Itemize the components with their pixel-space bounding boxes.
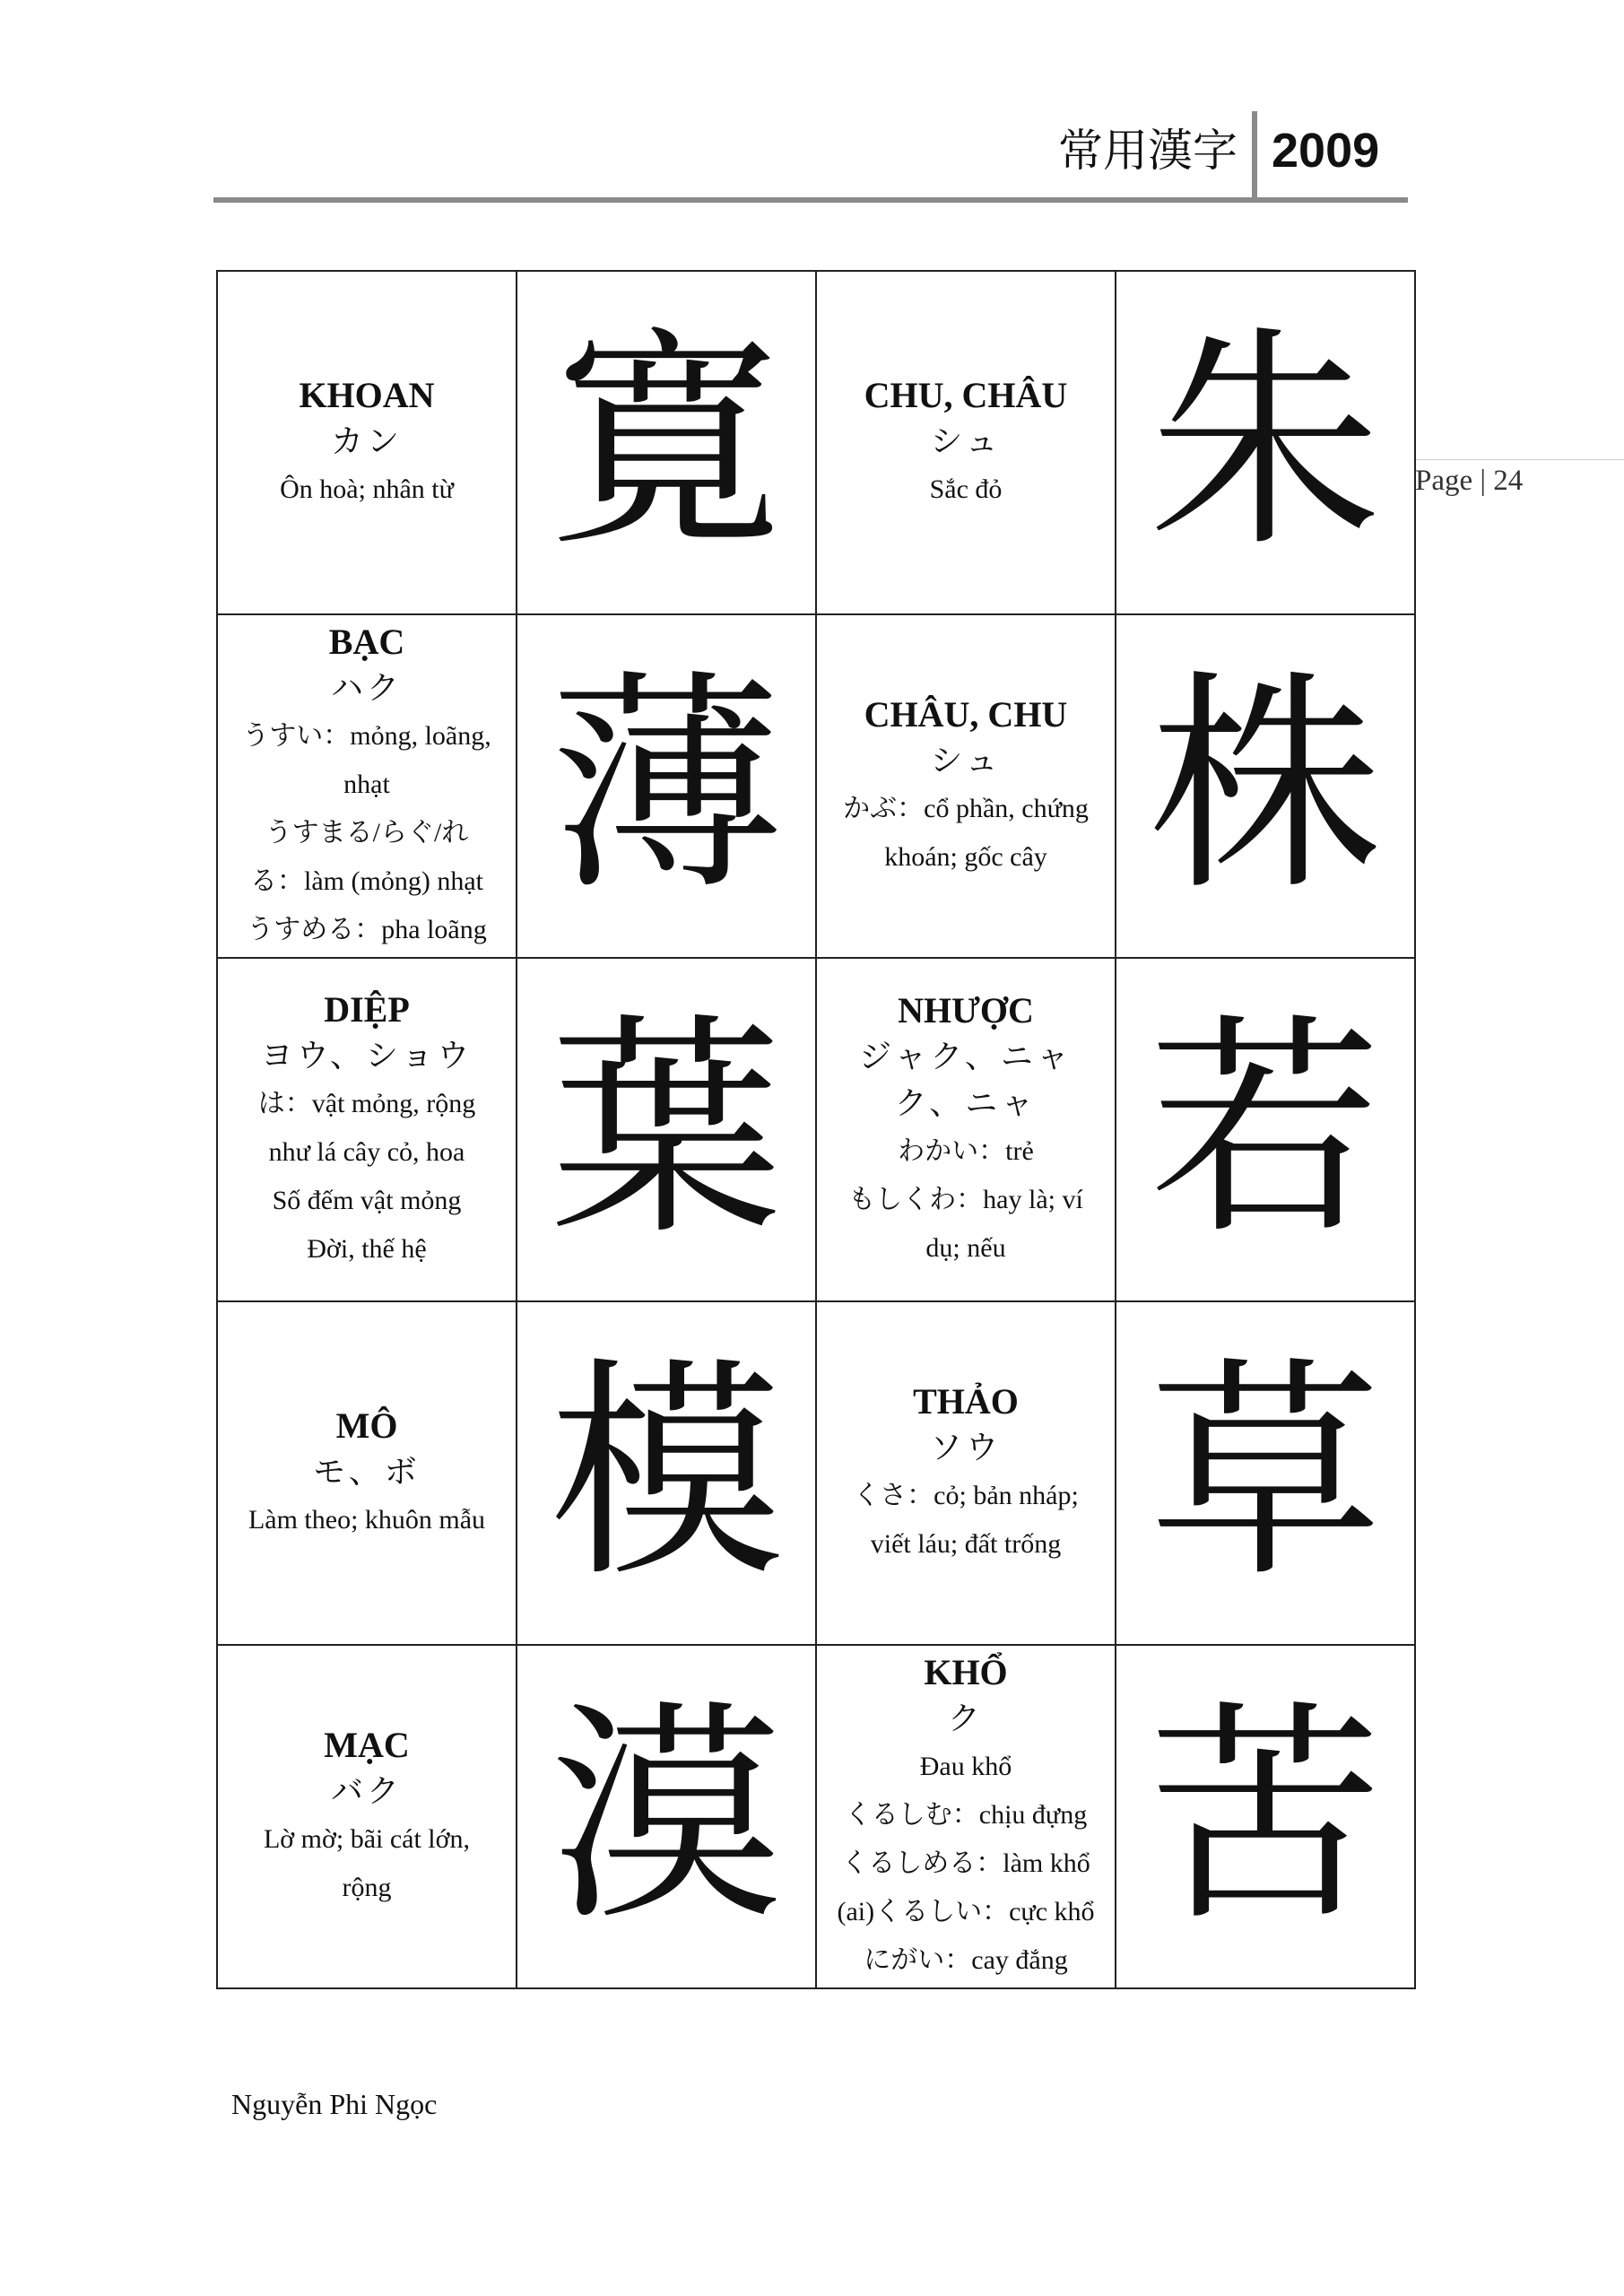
meaning-line: như lá cây cỏ, hoa (268, 1136, 465, 1167)
meaning-line: もしくわ：hay là; ví (848, 1184, 1083, 1214)
onyomi-reading: ヨウ、ショウ (260, 1037, 473, 1074)
header-separator (1252, 111, 1257, 201)
meaning-line: Lờ mờ; bãi cát lớn, (263, 1823, 471, 1854)
meaning-line: うすまる/らぐ/れ (265, 817, 469, 848)
meaning-cell (217, 958, 517, 1301)
table-row (217, 614, 1415, 958)
kanji-cell (1116, 1645, 1415, 1988)
meaning-cell (217, 1645, 517, 1988)
table-row (217, 271, 1415, 614)
meaning-cell (816, 1301, 1116, 1645)
table-row (217, 958, 1415, 1301)
kanji-cell (1116, 958, 1415, 1301)
sino-vietnamese-reading: KHỔ (924, 1651, 1008, 1692)
sino-vietnamese-reading: MÔ (335, 1405, 398, 1446)
meaning-line: Làm theo; khuôn mẫu (248, 1504, 486, 1535)
sino-vietnamese-reading: DIỆP (324, 988, 410, 1030)
meaning-line: viết láu; đất trống (870, 1528, 1062, 1559)
onyomi-reading: ク (947, 1700, 984, 1737)
kanji-character: 草 (1149, 1337, 1382, 1609)
kanji-cell (517, 1301, 816, 1645)
kanji-character: 葉 (550, 994, 783, 1265)
meaning-line: うすい：mỏng, loãng, (242, 720, 491, 751)
kanji-character: 模 (550, 1337, 783, 1609)
meaning-cell (816, 271, 1116, 614)
onyomi-reading: ソウ (929, 1429, 1002, 1466)
sino-vietnamese-reading: MẠC (324, 1724, 410, 1765)
meaning-cell (217, 1301, 517, 1645)
onyomi-reading: ジャク、ニャク、ニャ (859, 1038, 1073, 1122)
kanji-cell (517, 271, 816, 614)
meaning-line: くるしめる：làm khổ (841, 1848, 1090, 1878)
kanji-character: 漠 (550, 1681, 783, 1952)
meaning-cell (816, 1645, 1116, 1988)
meaning-cell (217, 271, 517, 614)
meaning-line: る：làm (mỏng) nhạt (250, 865, 483, 896)
meaning-cell (816, 614, 1116, 958)
meaning-line: かぶ：cổ phần, chứng (843, 793, 1089, 823)
kanji-cell (517, 1645, 816, 1988)
table-row (217, 1301, 1415, 1645)
meaning-line: Đời, thế hệ (307, 1233, 427, 1264)
onyomi-reading: カン (330, 422, 403, 460)
meaning-line: にがい：cay đắng (864, 1944, 1068, 1975)
page-number-rule (1415, 459, 1624, 460)
meaning-cell (816, 958, 1116, 1301)
header-rule (213, 197, 1408, 203)
kanji-cell (517, 614, 816, 958)
sino-vietnamese-reading: CHÂU, CHU (864, 693, 1068, 735)
kanji-cell (1116, 614, 1415, 958)
sino-vietnamese-reading: NHƯỢC (898, 989, 1034, 1031)
meaning-line: Sắc đỏ (929, 474, 1003, 504)
meaning-line: (ai)くるしい：cực khổ (837, 1896, 1095, 1926)
kanji-table-body (217, 271, 1415, 1988)
kanji-character: 寛 (550, 307, 783, 578)
meaning-line: nhạt (343, 769, 390, 799)
kanji-character: 苦 (1149, 1681, 1382, 1952)
kanji-character: 薄 (550, 650, 783, 922)
header-year: 2009 (1272, 124, 1380, 178)
onyomi-reading: バク (330, 1772, 403, 1810)
meaning-line: dụ; nếu (925, 1232, 1006, 1263)
meaning-line: くるしむ：chịu đựng (844, 1799, 1088, 1830)
kanji-table (216, 270, 1416, 1989)
meaning-line: khoán; gốc cây (884, 841, 1047, 872)
onyomi-reading: シュ (930, 742, 1002, 779)
kanji-character: 株 (1149, 650, 1382, 922)
meaning-line: Số đếm vật mỏng (272, 1185, 462, 1215)
meaning-line: Ôn hoà; nhân từ (280, 474, 454, 504)
kanji-cell (1116, 1301, 1415, 1645)
header-title: 常用漢字 (1058, 125, 1238, 177)
onyomi-reading: シュ (930, 422, 1002, 460)
sino-vietnamese-reading: CHU, CHÂU (864, 374, 1068, 415)
meaning-line: は：vật mỏng, rộng (257, 1088, 476, 1118)
kanji-cell (517, 958, 816, 1301)
meaning-cell (217, 614, 517, 958)
meaning-line: Đau khổ (919, 1751, 1012, 1781)
sino-vietnamese-reading: BẠC (328, 621, 405, 662)
footer-author: Nguyễn Phi Ngọc (231, 2088, 438, 2120)
meaning-line: くさ：cỏ; bản nháp; (853, 1480, 1079, 1510)
kanji-cell (1116, 271, 1415, 614)
onyomi-reading: ハク (330, 669, 403, 707)
meaning-line: わかい：trẻ (898, 1135, 1034, 1166)
meaning-line: うすめる：pha loãng (247, 914, 487, 944)
meaning-line: rộng (342, 1872, 392, 1902)
page-number: Page | 24 (1415, 465, 1524, 497)
onyomi-reading: モ、ボ (313, 1453, 421, 1491)
kanji-character: 朱 (1149, 307, 1382, 578)
kanji-character: 若 (1149, 994, 1382, 1265)
sino-vietnamese-reading: THẢO (913, 1380, 1019, 1422)
table-row (217, 1645, 1415, 1988)
sino-vietnamese-reading: KHOAN (299, 374, 435, 415)
